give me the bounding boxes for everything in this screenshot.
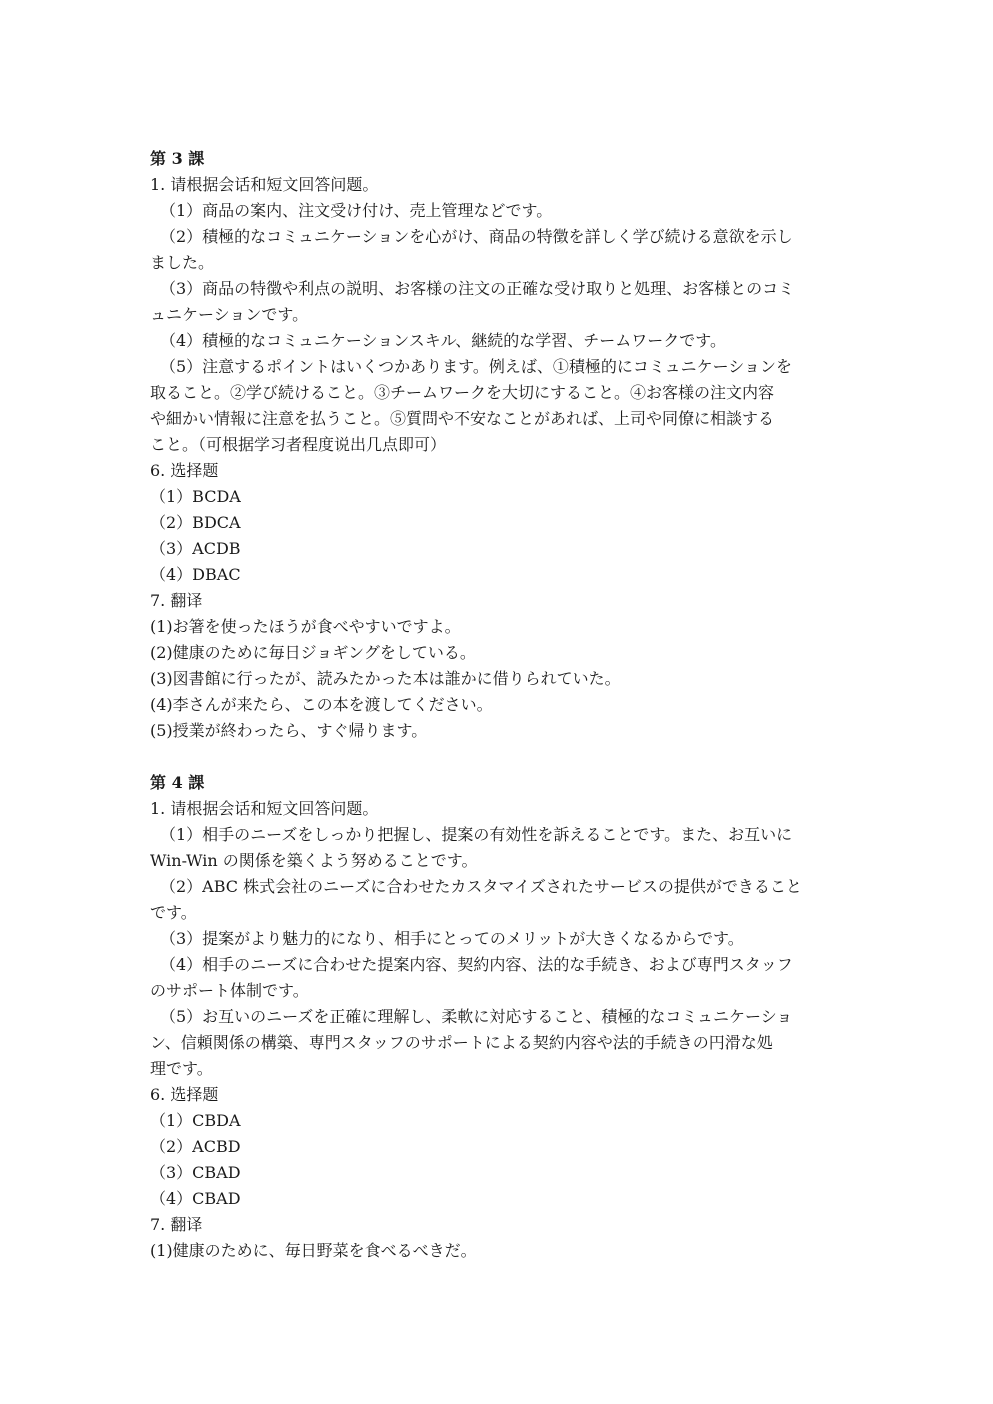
choice-answer: （2）BDCA [150, 513, 241, 532]
lesson-3-q7-heading: 7. 翻译 [150, 591, 203, 610]
answer-line: ン、信頼関係の構築、専門スタッフのサポートによる契約内容や法的手続きの円滑な処 [150, 1033, 773, 1052]
answer-line: （5）注意するポイントはいくつかあります。例えば、①積極的にコミュニケーションを [160, 357, 792, 376]
choice-answer: （1）CBDA [150, 1111, 241, 1130]
translation-answer: (3)図書館に行ったが、読みたかった本は誰かに借りられていた。 [150, 669, 621, 688]
translation-answer: (1)お箸を使ったほうが食べやすいですよ。 [150, 617, 461, 636]
answer-line: 理です。 [150, 1059, 213, 1078]
answer-line: や細かい情報に注意を払うこと。⑤質問や不安なことがあれば、上司や同僚に相談する [150, 409, 775, 428]
translation-answer: (2)健康のために毎日ジョギングをしている。 [150, 643, 476, 662]
choice-answer: （4）DBAC [150, 565, 241, 584]
answer-line: ュニケーションです。 [150, 305, 309, 324]
lesson-4-q7-heading: 7. 翻译 [150, 1215, 203, 1234]
answer-line: です。 [150, 903, 197, 922]
translation-answer: (4)李さんが来たら、この本を渡してください。 [150, 695, 493, 714]
answer-line: のサポート体制です。 [150, 981, 309, 1000]
lesson-3-q6-heading: 6. 选择题 [150, 461, 219, 480]
section-spacer [150, 744, 850, 770]
answer-line: （2）ABC 株式会社のニーズに合わせたカスタマイズされたサービスの提供ができること [160, 877, 802, 896]
choice-answer: （4）CBAD [150, 1189, 241, 1208]
lesson-4-title: 第 4 課 [150, 773, 205, 792]
choice-answer: （3）ACDB [150, 539, 241, 558]
answer-line: （5）お互いのニーズを正確に理解し、柔軟に対応すること、積極的なコミュニケーショ [160, 1007, 793, 1026]
choice-answer: （1）BCDA [150, 487, 241, 506]
answer-line: （2）積極的なコミュニケーションを心がけ、商品の特徴を詳しく学び続ける意欲を示し [160, 227, 793, 246]
lesson-3-q1-heading: 1. 请根据会话和短文回答问题。 [150, 175, 379, 194]
answer-line: 取ること。②学び続けること。③チームワークを大切にすること。④お客様の注文内容 [150, 383, 775, 402]
answer-line: （1）相手のニーズをしっかり把握し、提案の有効性を訴えることです。また、お互いに [160, 825, 793, 844]
lesson-4-q6-heading: 6. 选择题 [150, 1085, 219, 1104]
choice-answer: （3）CBAD [150, 1163, 241, 1182]
document-body [150, 146, 850, 1264]
answer-line: （4）相手のニーズに合わせた提案内容、契約内容、法的な手続き、および専門スタッフ [160, 955, 793, 974]
answer-line: こと。（可根据学习者程度说出几点即可） [150, 435, 447, 454]
answer-line: （4）積極的なコミュニケーションスキル、継続的な学習、チームワークです。 [160, 331, 727, 350]
answer-line: （3）提案がより魅力的になり、相手にとってのメリットが大きくなるからです。 [160, 929, 744, 948]
translation-answer: (1)健康のために、毎日野菜を食べるべきだ。 [150, 1241, 477, 1260]
lesson-3-title: 第 3 課 [150, 149, 205, 168]
choice-answer: （2）ACBD [150, 1137, 241, 1156]
answer-line: ました。 [150, 253, 215, 272]
answer-line: （1）商品の案内、注文受け付け、売上管理などです。 [160, 201, 553, 220]
answer-line: Win-Win の関係を築くよう努めることです。 [150, 851, 478, 870]
answer-line: （3）商品の特徴や利点の説明、お客様の注文の正確な受け取りと処理、お客様とのコミ [160, 279, 795, 298]
lesson-4-q1-heading: 1. 请根据会话和短文回答问题。 [150, 799, 379, 818]
translation-answer: (5)授業が終わったら、すぐ帰ります。 [150, 721, 428, 740]
